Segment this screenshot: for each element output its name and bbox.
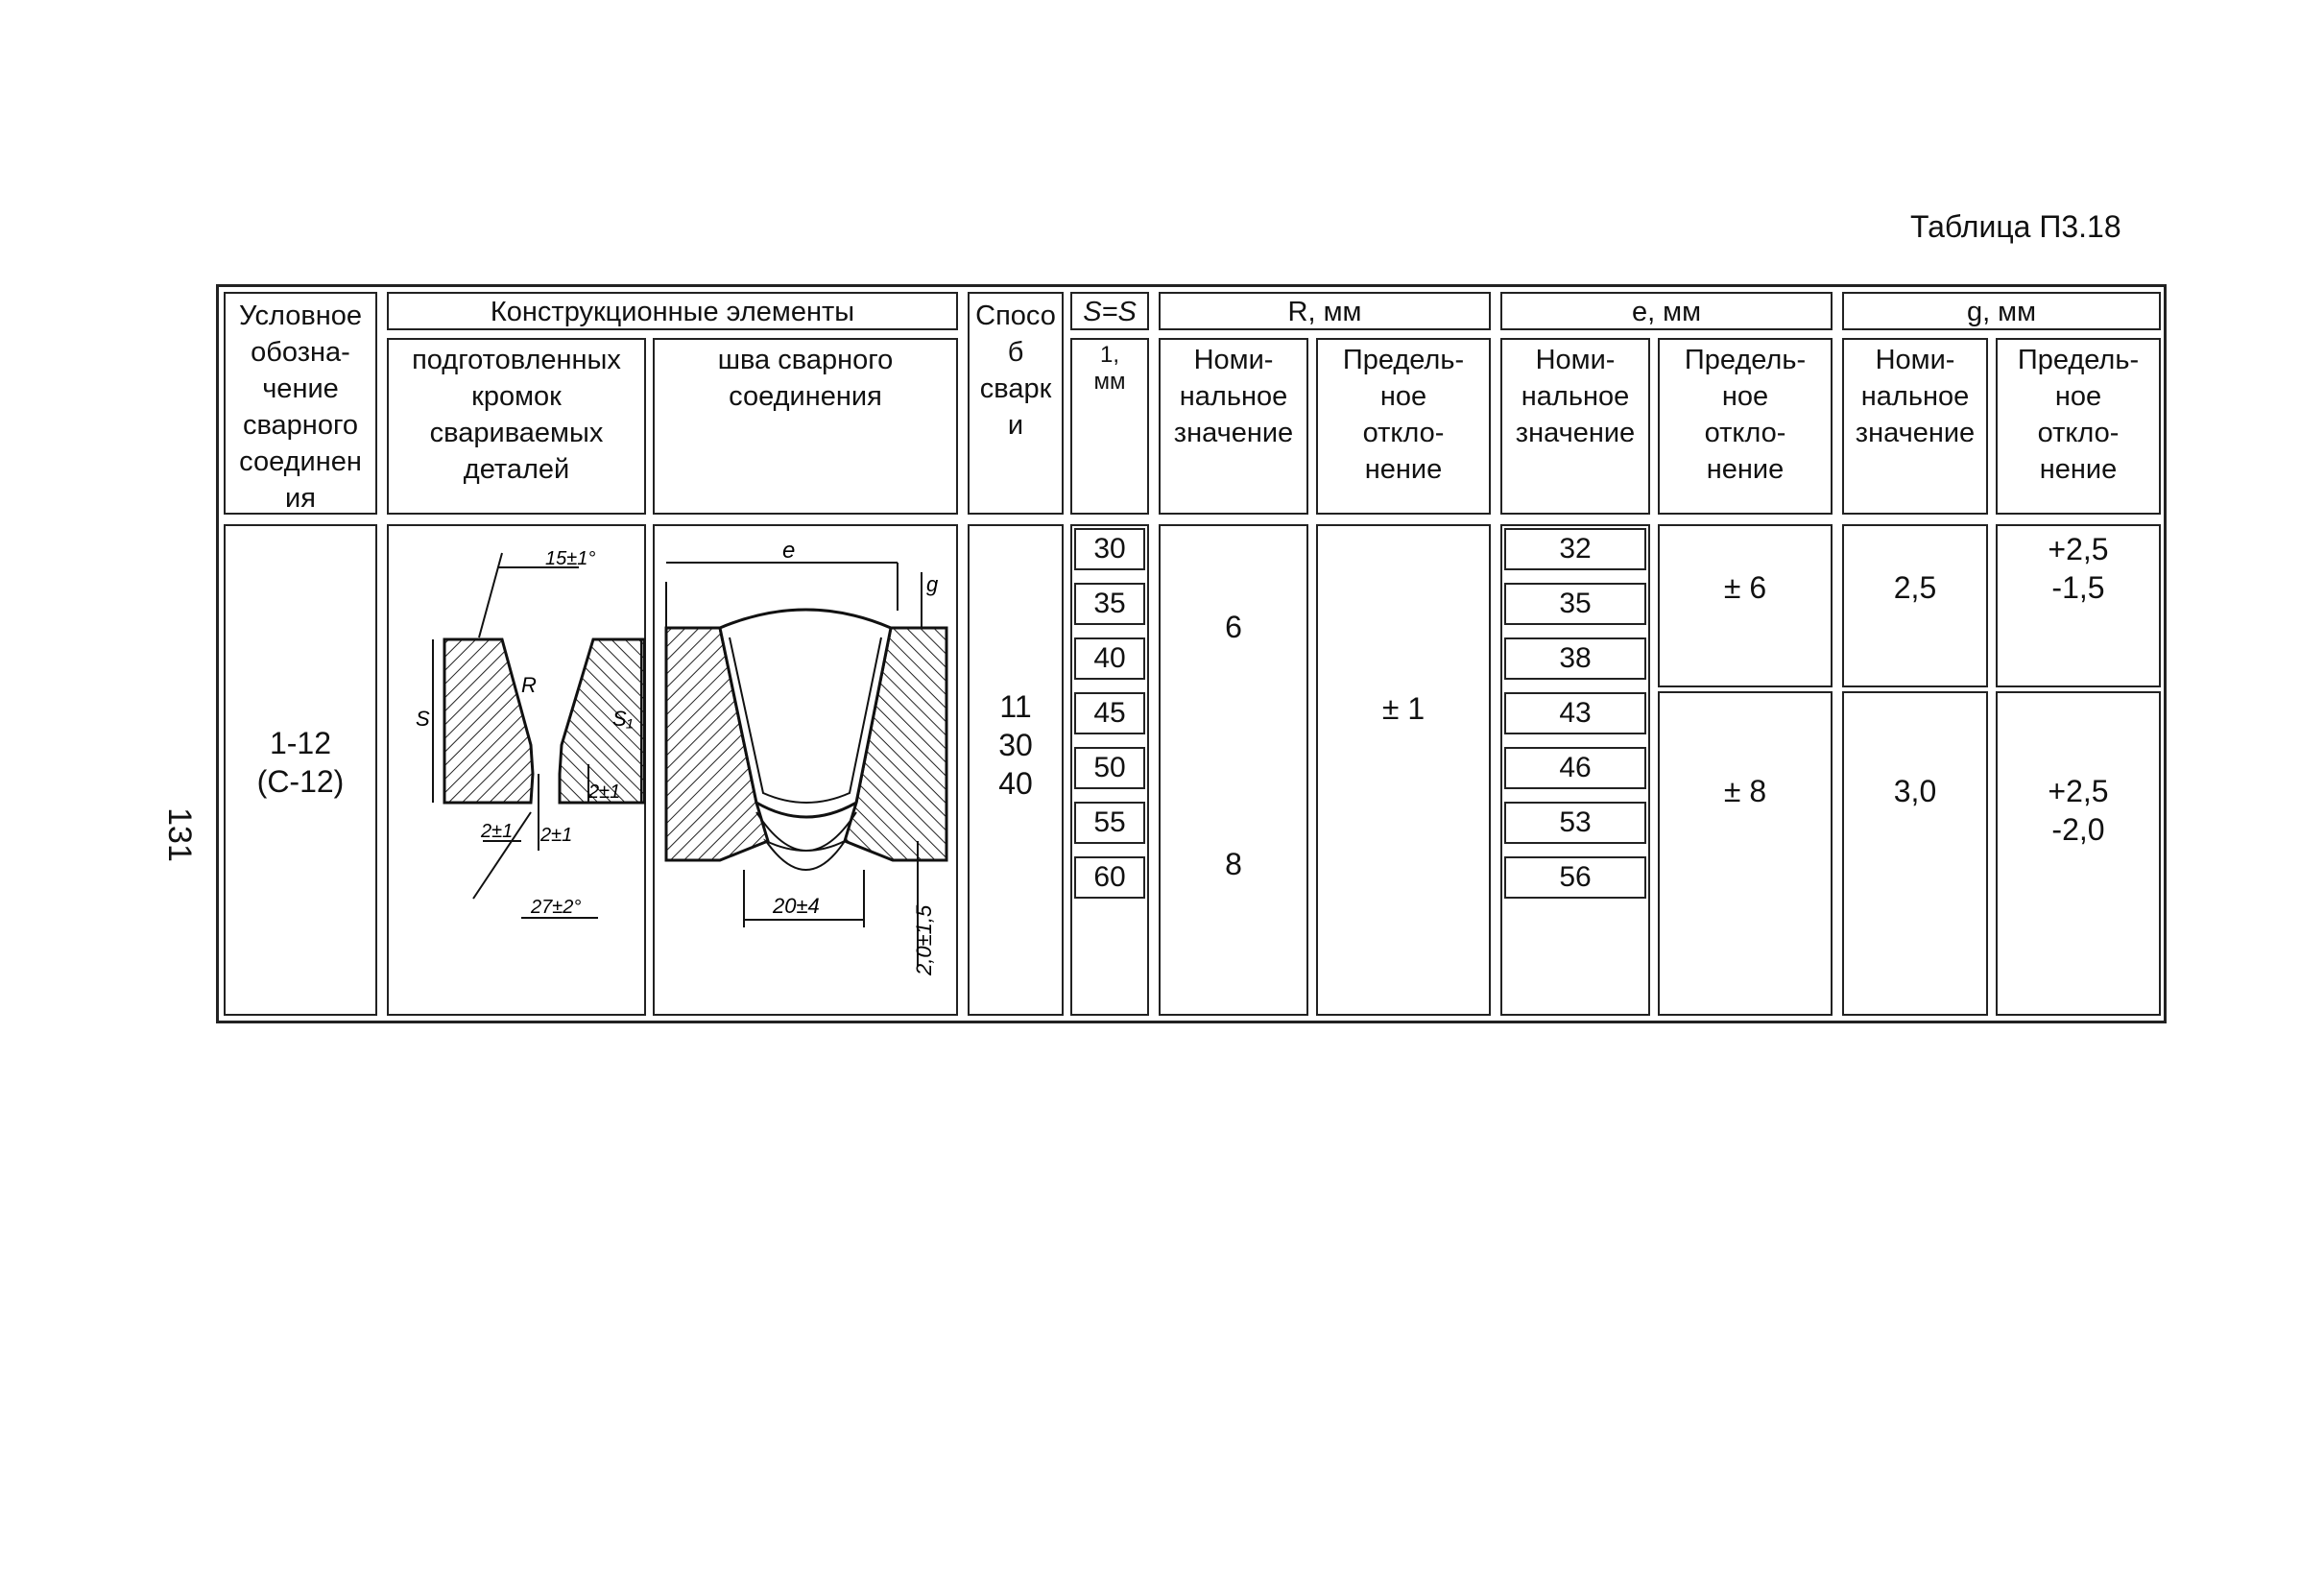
header-structural: Конструкционные элементы xyxy=(490,297,855,327)
header-designation: Условное обозна- чение сварного соединен ия xyxy=(238,301,363,514)
label-r: R xyxy=(521,673,537,697)
e-nominal-value: 35 xyxy=(1504,583,1646,625)
header-g-deviation: Предель- ное откло- нение xyxy=(2017,345,2140,485)
e-nominal-value: 56 xyxy=(1504,856,1646,899)
header-g: g, мм xyxy=(1966,297,2037,327)
g-nominal-value: 2,5 xyxy=(1893,570,1937,605)
header-e-deviation: Предель- ное откло- нение xyxy=(1684,345,1807,485)
e-nominal-value: 38 xyxy=(1504,637,1646,680)
label-gap: 2±1 xyxy=(481,821,514,842)
header-weld: шва сварного соединения xyxy=(717,345,894,412)
thickness-value: 45 xyxy=(1074,692,1145,734)
label-e: e xyxy=(782,538,796,564)
header-prepared: подготовленных кромок свариваемых деталей xyxy=(412,345,621,485)
label-s1: S₁ xyxy=(612,707,634,731)
g-nominal-value: 3,0 xyxy=(1893,774,1937,808)
designation-value: 1-12 (С-12) xyxy=(256,726,345,799)
header-e-nominal: Номи- нальное значение xyxy=(1515,345,1636,448)
header-r: R, мм xyxy=(1287,297,1362,327)
label-land2: 2±1 xyxy=(588,781,621,803)
header-g-nominal: Номи- нальное значение xyxy=(1855,345,1976,448)
label-land: 2±1 xyxy=(540,825,573,846)
label-root-width: 20±4 xyxy=(773,894,820,918)
page-number: 131 xyxy=(160,807,198,862)
r-nominal-value: 8 xyxy=(1225,847,1242,881)
body-r-deviation-cell xyxy=(1316,524,1491,1016)
thickness-value: 35 xyxy=(1074,583,1145,625)
header-thickness: S=S xyxy=(1083,297,1137,327)
e-nominal-value: 53 xyxy=(1504,802,1646,844)
body-e-deviation-cell xyxy=(1658,691,1833,1016)
thickness-value: 60 xyxy=(1074,856,1145,899)
body-g-nominal-cell xyxy=(1842,691,1988,1016)
body-r-nominal-cell xyxy=(1159,524,1308,1016)
thickness-value: 55 xyxy=(1074,802,1145,844)
header-r-nominal: Номи- нальное значение xyxy=(1173,345,1294,448)
e-deviation-value: ± 6 xyxy=(1723,570,1767,605)
header-r-deviation: Предель- ное откло- нение xyxy=(1342,345,1465,485)
e-nominal-value: 43 xyxy=(1504,692,1646,734)
e-nominal-value: 32 xyxy=(1504,528,1646,570)
header-thickness-unit: 1, мм xyxy=(1093,342,1126,395)
e-deviation-value: ± 8 xyxy=(1723,774,1767,808)
method-value: 11 30 40 xyxy=(998,689,1033,801)
label-angle-top: 15±1° xyxy=(545,548,596,569)
thickness-value: 30 xyxy=(1074,528,1145,570)
r-nominal-value: 6 xyxy=(1225,610,1242,644)
left-plate-shape xyxy=(444,639,533,803)
table-title: Таблица П3.18 xyxy=(1910,209,2121,244)
label-root-height: 2,0±1,5 xyxy=(912,904,936,975)
header-e: e, мм xyxy=(1631,297,1702,327)
thickness-value: 40 xyxy=(1074,637,1145,680)
g-deviation-value: +2,5 -1,5 xyxy=(2048,532,2109,605)
label-g: g xyxy=(926,572,939,596)
r-deviation-value: ± 1 xyxy=(1381,691,1426,726)
g-deviation-value: +2,5 -2,0 xyxy=(2048,774,2109,847)
weld-seam-drawing xyxy=(653,524,958,1016)
e-nominal-value: 46 xyxy=(1504,747,1646,789)
label-angle-bottom: 27±2° xyxy=(531,897,582,918)
body-g-deviation-cell xyxy=(1996,691,2161,1016)
thickness-value: 50 xyxy=(1074,747,1145,789)
header-method: Спосо б сварк и xyxy=(975,301,1056,441)
label-s: S xyxy=(416,707,430,731)
edge-preparation-drawing xyxy=(387,524,646,1016)
